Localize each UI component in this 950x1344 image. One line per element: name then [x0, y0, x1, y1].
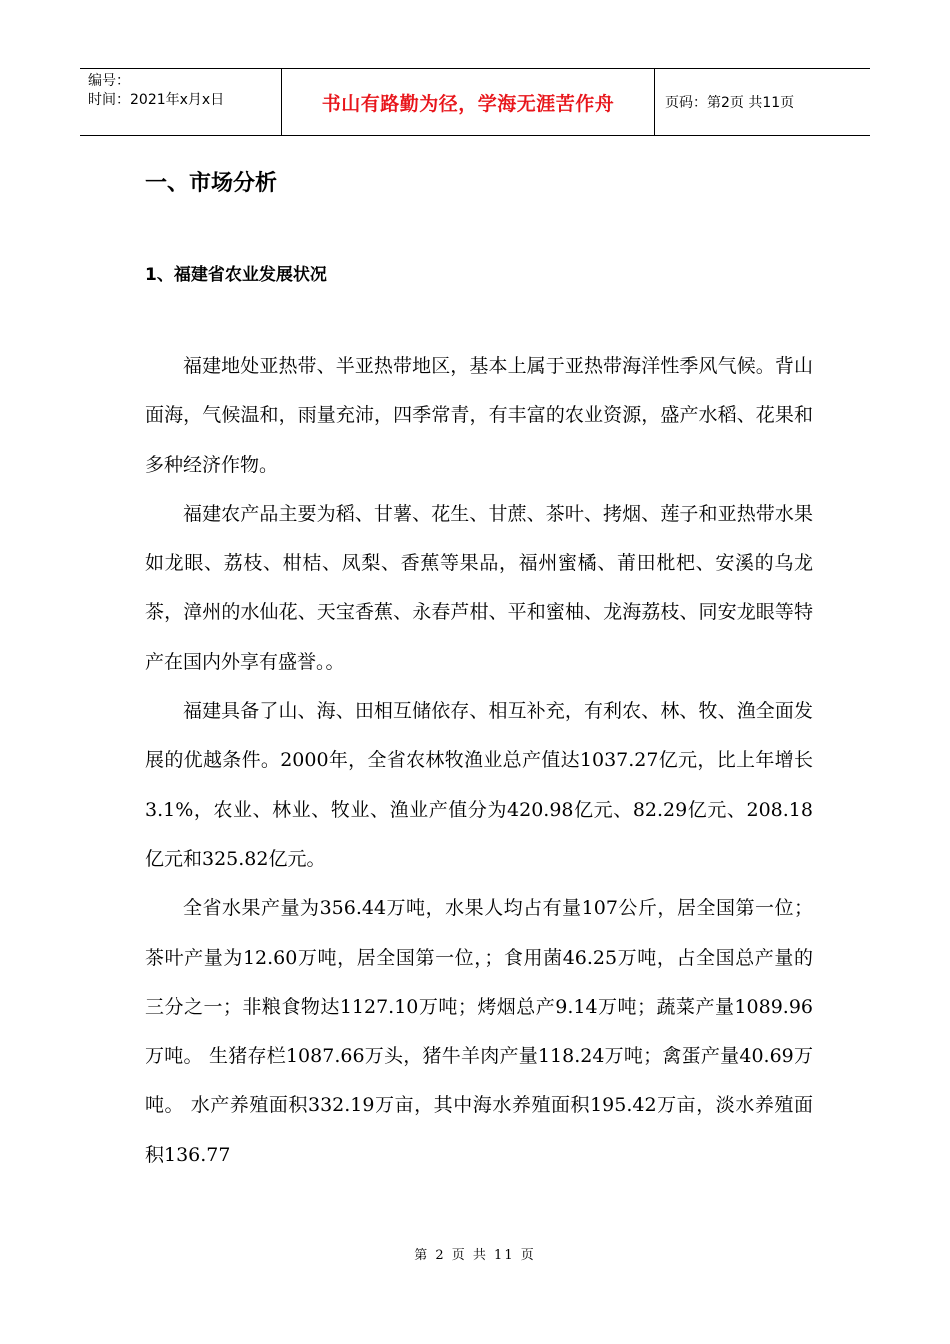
header-motto: 书山有路勤为径，学海无涯苦作舟 — [282, 69, 655, 135]
page-header — [80, 68, 870, 136]
paragraph-climate: 福建地处亚热带、半亚热带地区，基本上属于亚热带海洋性季风气候。背山面海，气候温和，雨量充沛，四季常青，有丰富的农业资源，盛产水稻、花果和多种经济作物。 — [145, 355, 813, 476]
document-number-label: 编号： — [88, 73, 130, 89]
subsection-title: 1、福建省农业发展状况 — [145, 265, 327, 285]
header-page-number: 页码：第2页 共11页 — [665, 95, 795, 111]
document-date-label: 时间：2021年x月x日 — [88, 92, 225, 108]
document-body — [145, 342, 813, 1180]
paragraph-output-value: 福建具备了山、海、田相互储依存、相互补充，有利农、林、牧、渔全面发展的优越条件。2000年，全省农林牧渔业总产值达1037.27亿元，比上年增长3.1%，农业、林业、牧业、渔业产值分为420.98亿元、82.29亿元、208.18亿元和325.82亿元。 — [145, 700, 813, 870]
paragraph-production-stats: 全省水果产量为356.44万吨，水果人均占有量107公斤，居全国第一位；茶叶产量为12.60万吨，居全国第一位，；食用菌46.25万吨，占全国总产量的三分之一；非粮食物达1127.10万吨；烤烟总产9.14万吨；蔬菜产量1089.96万吨。 生猪存栏1087.66万头，猪牛羊肉产量118.24万吨；禽蛋产量40.69万吨。 水产养殖面积332.19万亩，其中海水养殖面积195.42万亩，淡水养殖面积136.77 — [145, 897, 813, 1166]
header-meta — [80, 69, 282, 135]
page-footer: 第 2 页 共 11 页 — [414, 1248, 536, 1263]
section-title: 一、市场分析 — [145, 171, 278, 196]
paragraph-products: 福建农产品主要为稻、甘薯、花生、甘蔗、茶叶、拷烟、莲子和亚热带水果如龙眼、荔枝、柑桔、凤梨、香蕉等果品，福州蜜橘、莆田枇杷、安溪的乌龙茶，漳州的水仙花、天宝香蕉、永春芦柑、平和蜜柚、龙海荔枝、同安龙眼等特产在国内外享有盛誉。。 — [145, 502, 813, 673]
